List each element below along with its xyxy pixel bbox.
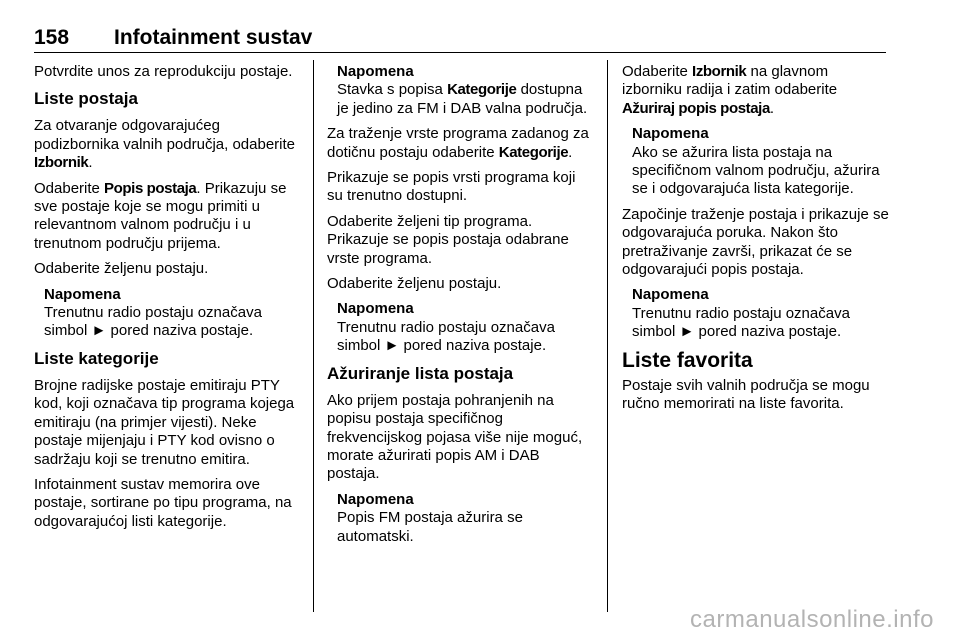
- paragraph: Potvrdite unos za reprodukciju postaje.: [34, 63, 293, 80]
- paragraph: Ako prijem postaja pohranjenih na popisu postaja specifičnog frekvencijskog pojasa više nije moguć, morate ažurirati popis AM i DAB postaja.: [327, 391, 583, 483]
- keyword-kategorije: Kategorije: [447, 81, 517, 99]
- keyword-kategorije: Kategorije: [498, 143, 569, 161]
- text-column-3: [622, 63, 890, 421]
- note-text: dostupna je jedino za FM i DAB valna područja.: [337, 81, 588, 117]
- paragraph: [327, 125, 595, 162]
- paragraph: Infotainment sustav memorira ove postaje, sortirane po tipu programa, na odgovarajućoj listi kategorije.: [34, 475, 292, 530]
- keyword-izbornik: Izbornik: [34, 154, 89, 172]
- note-box: [337, 491, 595, 546]
- note-title: Napomena: [337, 490, 414, 508]
- text: Odaberite: [34, 179, 105, 197]
- paragraph: Odaberite željenu postaju.: [327, 275, 502, 293]
- note-box: [337, 300, 595, 355]
- heading-liste-kategorije: Liste kategorije: [34, 348, 159, 368]
- note-text: Stavka s popisa: [337, 81, 448, 99]
- column-divider: [607, 60, 608, 612]
- paragraph: Postaje svih valnih područja se mogu ručno memorirati na liste favorita.: [622, 376, 870, 413]
- paragraph: Započinje traženje postaja i prikazuje se odgovarajuća poruka. Nakon što pretraživanje završi, prikazat će se odgovarajući popis postaja.: [622, 205, 889, 279]
- note-title: Napomena: [632, 286, 709, 304]
- text: .: [568, 143, 573, 161]
- column-divider: [313, 60, 314, 612]
- note-box: [337, 63, 595, 118]
- page-number: 158: [34, 26, 70, 49]
- keyword-azuriraj-popis-postaja: Ažuriraj popis postaja: [622, 99, 770, 117]
- text-column-2: [327, 63, 595, 553]
- page-header: [34, 26, 886, 53]
- text: .: [88, 154, 93, 172]
- heading-liste-postaja: Liste postaja: [34, 89, 138, 109]
- text: Za otvaranje odgovarajućeg podizbornika valnih područja, odaberite: [34, 117, 296, 153]
- text-column-1: [34, 63, 302, 538]
- note-text: Trenutnu radio postaju označava simbol ► pored naziva postaje.: [337, 318, 555, 355]
- heading-liste-favorita: Liste favorita: [622, 348, 753, 372]
- paragraph: [34, 180, 302, 254]
- watermark-text: carmanualsonline.info: [690, 606, 934, 633]
- note-box: [632, 286, 890, 341]
- keyword-izbornik: Izbornik: [692, 63, 747, 80]
- text: .: [769, 99, 775, 117]
- text: Za traženje vrste programa zadanog za dotičnu postaju odaberite: [327, 125, 589, 161]
- keyword-popis-postaja: Popis postaja: [104, 179, 197, 197]
- note-box: [44, 286, 302, 341]
- note-box: [632, 125, 890, 199]
- note-text: Ako se ažurira lista postaja na specifičnom valnom području, ažurira se i odgovarajuća lista kategorije.: [632, 143, 880, 198]
- note-text: Popis FM postaja ažurira se automatski.: [337, 509, 523, 545]
- note-text: Trenutnu radio postaju označava simbol ► pored naziva postaje.: [44, 304, 262, 340]
- text: . Prikazuju se sve postaje koje se mogu primiti u relevantnom valnom području i u trenutnom području prijema.: [34, 179, 287, 252]
- paragraph: Odaberite željeni tip programa. Prikazuje se popis postaja odabrane vrste programa.: [327, 212, 569, 267]
- text: na glavnom izborniku radija i zatim odaberite: [622, 63, 838, 99]
- paragraph: [34, 117, 302, 172]
- heading-azuriranje-lista-postaja: Ažuriranje lista postaja: [327, 363, 514, 383]
- text: Odaberite: [622, 63, 693, 80]
- paragraph: Brojne radijske postaje emitiraju PTY kod, koji označava tip programa kojega emitiraju (na primjer vijesti). Neke postaje mijenjaju i PTY kod ovisno o sadržaju koji se trenutno emitira.: [34, 376, 295, 468]
- note-title: Napomena: [44, 285, 121, 303]
- paragraph: [622, 63, 890, 118]
- page-section-title: Infotainment sustav: [114, 26, 313, 49]
- note-text: Trenutnu radio postaju označava simbol ► pored naziva postaje.: [632, 304, 850, 341]
- paragraph: Prikazuje se popis vrsti programa koji su trenutno dostupni.: [327, 169, 576, 205]
- note-title: Napomena: [337, 63, 414, 80]
- paragraph: Odaberite željenu postaju.: [34, 260, 209, 278]
- note-title: Napomena: [632, 125, 709, 143]
- note-title: Napomena: [337, 300, 414, 318]
